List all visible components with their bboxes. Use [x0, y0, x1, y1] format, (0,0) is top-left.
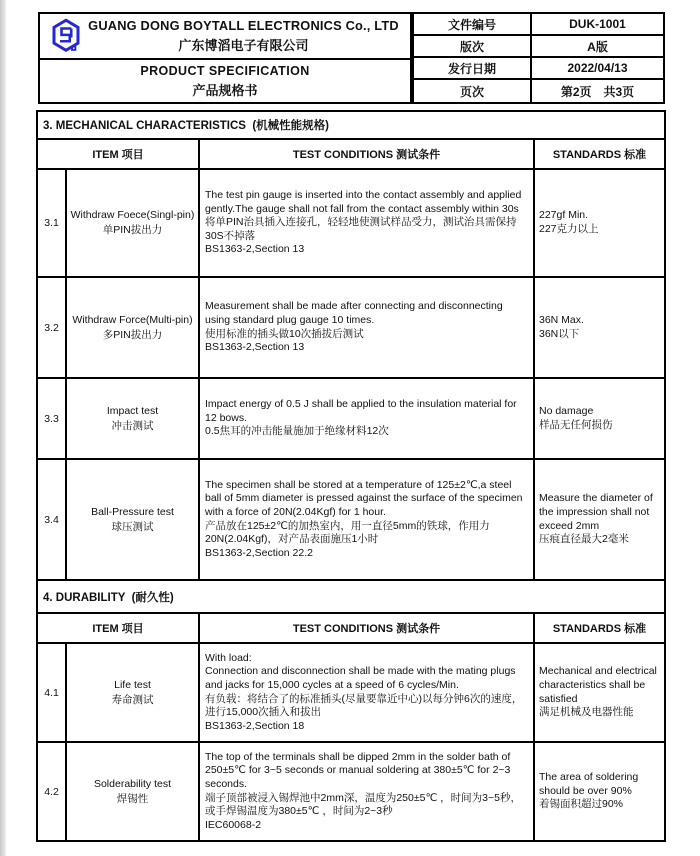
condition-line: The specimen shall be stored at a temperature of 125±2℃,a steel ball of 5mm diameter is pressed against the surface of the specimen with a force of 20N(2.04Kgf) for 1 hour. [205, 478, 523, 518]
condition-line: BS1363-2,Section 13 [205, 341, 305, 354]
company-logo-icon [51, 18, 81, 54]
standard-line: Mechanical and electrical characteristics shall be satisfied [539, 665, 657, 705]
item-name-en: Life test [114, 678, 151, 691]
condition-line: The test pin gauge is inserted into the contact assembly and applied gently.The gauge shall not fall from the contact assembly within 30s [205, 189, 522, 215]
section-4-header: 4. DURABILITY (耐久性) [38, 581, 664, 614]
document-title-cn: 产品规格书 [192, 82, 258, 98]
test-conditions [200, 743, 535, 840]
condition-line: 使用标准的插头做10次插拔后测试 [205, 327, 364, 340]
col-conditions-header: TEST CONDITIONS 测试条件 [200, 614, 535, 642]
doc-number-label: 文件编号 [414, 14, 532, 36]
item-name-en: Withdraw Force(Multi-pin) [72, 313, 193, 326]
standard-line: The area of soldering should be over 90% [539, 771, 639, 797]
col-item-header: ITEM 项目 [38, 614, 200, 642]
issue-date-value: 2022/04/13 [532, 58, 663, 80]
condition-line: 端子顶部被浸入锡焊池中2mm深，温度为250±5℃ ，时间为3~5秒，或手焊锡温度为380±5℃ ，时间为2~3秒 [205, 791, 521, 818]
revision-value: A版 [532, 36, 663, 58]
document-title-en: PRODUCT SPECIFICATION [140, 63, 310, 78]
spec-row-3-4 [38, 460, 664, 581]
company-name-en: GUANG DONG BOYTALL ELECTRONICS Co., LTD [88, 18, 399, 33]
standard-line: 36N以下 [539, 327, 580, 340]
row-number: 3.2 [38, 278, 67, 377]
col-standards-header: STANDARDS 标准 [552, 149, 647, 161]
condition-line: 将单PIN治具插入连接孔，轻轻地使测试样品受力，测试治具需保持30S不掉落 [205, 216, 517, 242]
item-name [67, 460, 200, 579]
test-conditions [200, 460, 535, 579]
test-conditions [200, 170, 535, 276]
item-name [67, 379, 200, 458]
test-conditions [200, 379, 535, 458]
spec-row-3-2 [38, 278, 664, 379]
condition-line: Impact energy of 0.5 J shall be applied to the insulation material for 12 bows. [205, 398, 517, 424]
item-name-en: Withdraw Foece(Singl-pin) [70, 209, 195, 221]
standard-line: No damage [539, 404, 594, 417]
item-name-cn: 多PIN拔出力 [102, 328, 163, 341]
standards [535, 379, 664, 458]
company-header-table [38, 12, 412, 104]
item-name-cn: 单PIN拔出力 [102, 224, 163, 236]
item-name-cn: 焊锡性 [116, 792, 149, 805]
condition-line: The top of the terminals shall be dipped 2mm in the solder bath of 250±5℃ for 3~5 seconds or manual soldering at 380±5℃ for 2~3 seconds. [205, 750, 511, 790]
condition-line: IEC60068-2 [205, 818, 262, 831]
test-conditions [200, 644, 535, 741]
item-name-cn: 冲击测试 [111, 419, 154, 432]
page-number-label: 页次 [414, 80, 532, 102]
condition-line: With load: [205, 651, 252, 664]
scan-edge-shadow [0, 0, 6, 856]
spec-row-3-3 [38, 379, 664, 460]
spec-table [36, 110, 666, 842]
col-conditions-header: TEST CONDITIONS 测试条件 [200, 140, 535, 168]
col-standards-header: STANDARDS 标准 [552, 623, 647, 635]
spec-row-4-1 [38, 644, 664, 743]
row-number: 3.3 [38, 379, 67, 458]
item-name [67, 743, 200, 840]
standard-line: 227克力以上 [539, 223, 599, 235]
test-conditions [200, 278, 535, 377]
condition-line: 有负载：将结合了的标准插头(尽量要靠近中心)以每分钟6次的速度，进行15,000次插入和拔出 [205, 692, 523, 719]
section-4-column-headers [38, 614, 664, 644]
condition-line: BS1363-2,Section 18 [205, 719, 305, 732]
issue-date-label: 发行日期 [414, 58, 532, 80]
doc-info-table [412, 12, 665, 104]
item-name [67, 278, 200, 377]
row-number: 3.1 [38, 170, 67, 276]
item-name-en: Impact test [106, 404, 159, 417]
page-number-value: 第2页 共3页 [560, 84, 635, 99]
company-name-block [88, 18, 399, 54]
standards [535, 278, 664, 377]
spec-row-4-2 [38, 743, 664, 840]
document-title-row [40, 60, 410, 102]
standard-line: 36N Max. [539, 313, 584, 326]
company-header-row [40, 14, 410, 60]
section-3-column-headers [38, 140, 664, 170]
row-number: 4.1 [38, 644, 67, 741]
standard-line: 满足机械及电器性能 [539, 706, 634, 719]
standard-line: Measure the diameter of the impression shall not exceed 2mm [539, 492, 653, 532]
condition-line: 0.5焦耳的冲击能量施加于绝缘材料12次 [205, 425, 389, 438]
col-item-header: ITEM 项目 [38, 140, 200, 168]
condition-line: 产品放在125±2℃的加热室内，用一直径5mm的铁球，作用力20N(2.04Kgf)，对产品表面施压1小时 [205, 519, 490, 546]
condition-line: BS1363-2,Section 22.2 [205, 546, 313, 559]
standards [535, 644, 664, 741]
item-name-cn: 球压测试 [111, 520, 154, 533]
item-name-cn: 寿命测试 [111, 693, 154, 706]
company-name-cn: 广东博滔电子有限公司 [178, 38, 309, 53]
item-name-en: Ball-Pressure test [91, 505, 174, 518]
condition-line: Connection and disconnection shall be made with the mating plugs and jacks for 15,000 cycles at a speed of 6 cycles/Min. [205, 665, 516, 691]
item-name-en: Solderability test [93, 777, 172, 790]
standards [535, 460, 664, 579]
doc-number-value: DUK-1001 [532, 14, 663, 36]
item-name [67, 644, 200, 741]
row-number: 4.2 [38, 743, 67, 840]
standard-line: 着锡面积超过90% [539, 798, 624, 811]
condition-line: BS1363-2,Section 13 [205, 243, 305, 256]
row-number: 3.4 [38, 460, 67, 579]
spec-row-3-1 [38, 170, 664, 278]
revision-label: 版次 [414, 36, 532, 58]
standards [535, 170, 664, 276]
standard-line: 227gf Min. [539, 209, 589, 222]
condition-line: Measurement shall be made after connecting and disconnecting using standard plug gauge 10 times. [205, 300, 503, 326]
section-3-header: 3. MECHANICAL CHARACTERISTICS (机械性能规格) [38, 112, 664, 140]
standards [535, 743, 664, 840]
standard-line: 压痕直径最大2毫米 [539, 533, 629, 546]
standard-line: 样品无任何损伤 [539, 418, 613, 431]
item-name [67, 170, 200, 276]
